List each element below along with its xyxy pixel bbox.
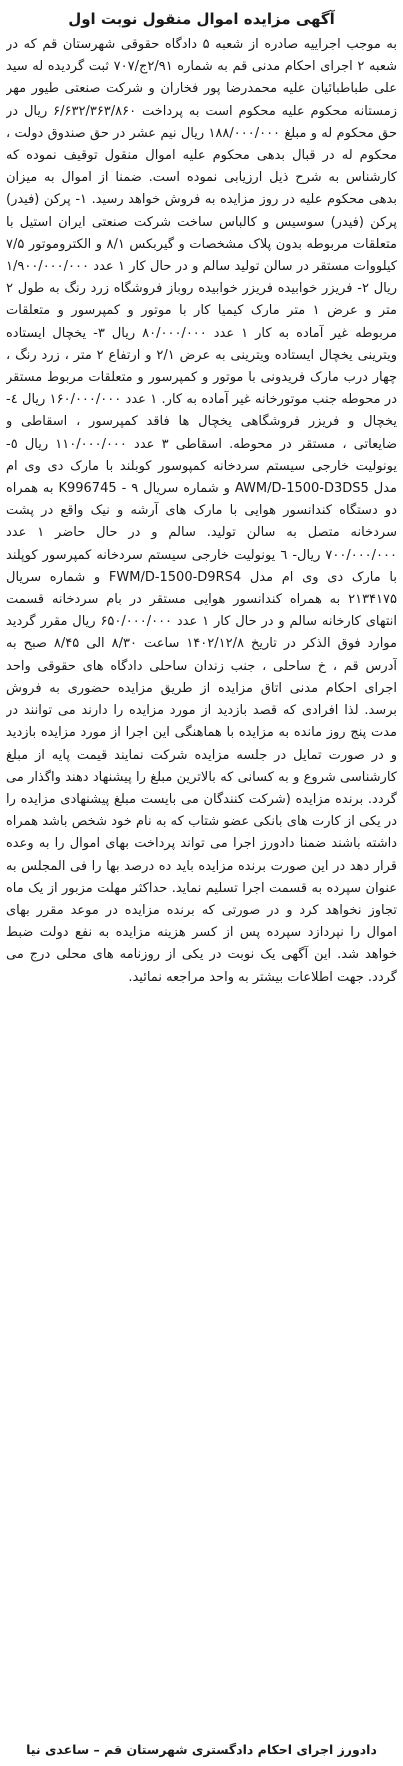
notice-signature: دادورز اجرای احکام دادگستری شهرستان قم – ساعدی نیا [26,1742,377,1757]
notice-title: آگهی مزایده اموال منقول نوبت اول [68,10,335,28]
notice-body: به موجب اجراییه صادره از شعبه ۵ دادگاه حقوقی شهرستان قم که در شعبه ۲ اجرای احکام مدنی قم به شماره ۲/۹۱ج/۷۰۷ ثبت گردیده له سید علی طباطبائیان علیه محمدرضا پور فخاران و شرکت صنعتی طیور مهر زمستانه محکوم علیه محکوم است به پرداخت ۶/۶۳۲/۳۶۳/۸۶۰ ریال در حق محکوم له و مبلغ ۱۸۸/۰۰۰/۰۰۰ ریال نیم عشر در حق صندوق دولت ، محکوم له در قبال بدهی محکوم علیه اموال منقول توقیف نموده که کارشناس به شرح ذیل ارزیابی نموده است. ضمنا از اموال به میزان بدهی محکوم علیه در روز مزایده به فروش خواهد رسید. ۱- پرکن (فیدر) پرکن (فیدر) سوسیس و کالباس ساخت شرکت صنعتی ایران استیل با متعلقات مربوطه بدون پلاک مشخصات و گیربکس ۸/۱ و الکتروموتور ۷/۵ کیلووات مستقر در سالن تولید سالم و در حال کار ۱ عدد ۱/۹۰۰/۰۰۰/۰۰۰ ریال ۲- فریزر خوابیده فریزر خوابیده روباز فروشگاه زرد رنگ به طول ۲ متر و عرض ۱ متر مارک کیمیا کار با موتور و کمپرسور و متعلقات مربوطه غیر آماده به کار ۱ عدد ۸۰/۰۰۰/۰۰۰ ریال ۳- یخچال ایستاده ویترینی یخچال ایستاده ویترینی به عرض ۲/۱ و ارتفاع ۲ متر ، زرد رنگ ، چهار درب مارک فریدونی با موتور و کمپرسور و متعلقات مربوط مستقر در محوطه جنب موتورخانه غیر آماده به کار. ۱ عدد ۱۶۰/۰۰۰/۰۰۰ ریال ٤- یخچال و فریزر فروشگاهی یخچال ها فاقد کمپرسور ، اسقاطی و ضایعاتی ، مستقر در محوطه. اسقاطی ۳ عدد ۱۱۰/۰۰۰/۰۰۰ ریال ٥- یونولیت خارجی سیستم سردخانه کمپوسور کوبلند با مارک دی وی ام مدل AWM/D-1500-D3DS5 و شماره سریال ۹ - K996745 به همراه دو دستگاه کندانسور هوایی با مارک های آرشه و نیک واقع در پشت سردخانه متصل به سالن تولید. سالم و در حال حاضر ۱ عدد ۷۰۰/۰۰۰/۰۰۰ ریال- ٦ یونولیت خارجی سیستم سردخانه کمپرسور کوپلند با مارک دی وی ام مدل FWM/D-1500-D9RS4 و شماره سریال ۲۱۳۴۱۷۵ به همراه کندانسور هوایی مستقر در بام سردخانه قسمت انتهای کارخانه سالم و در حال کار ۱ عدد ۶۵۰/۰۰۰/۰۰۰ ریال مقرر گردید موارد فوق الذکر در تاریخ ۱۴۰۲/۱۲/۸ ساعت ۸/۳۰ الی ۸/۴۵ صبح به آدرس قم ، خ ساحلی ، جنب زندان ساحلی دادگاه های حقوقی واحد اجرای احکام مدنی اتاق مزایده از طریق مزایده حضوری به فروش برسد. لذا افرادی که قصد بازدید از مورد مزایده را دارند می توانند در مدت پنج روز مانده به مزایده با هماهنگی این اجرا از مورد مزایده بازدید و در صورت تمایل در جلسه مزایده شرکت نمایند قیمت پایه از مبلغ کارشناسی شروع و به کسانی که بالاترین مبلغ را پیشنهاد دهند واگذار می گردد. برنده مزایده (شرکت کنندگان می بایست مبلغ پیشنهادی مزایده را در یکی از کارت های بانکی عضو شتاب که به نام خود شخص باشد همراه داشته باشند ضمنا دادورز اجرا می تواند پرداخت بهای اموال را به وعده قرار دهد در این صورت برنده مزایده باید ده درصد بها را فی المجلس به عنوان سپرده به قسمت اجرا تسلیم نماید. حداکثر مهلت مزبور از یک ماه تجاوز نخواهد کرد و در صورتی که برنده مزایده در موعد مقرر بهای اموال را نپردازد سپرده پس از کسر هزینه مزایده به نفع دولت ضبط خواهد شد. این آگهی یک نوبت در یکی از روزنامه های محلی درج می گردد. جهت اطلاعات بیشتر به واحد مراجعه نمائید. [6,37,397,985]
